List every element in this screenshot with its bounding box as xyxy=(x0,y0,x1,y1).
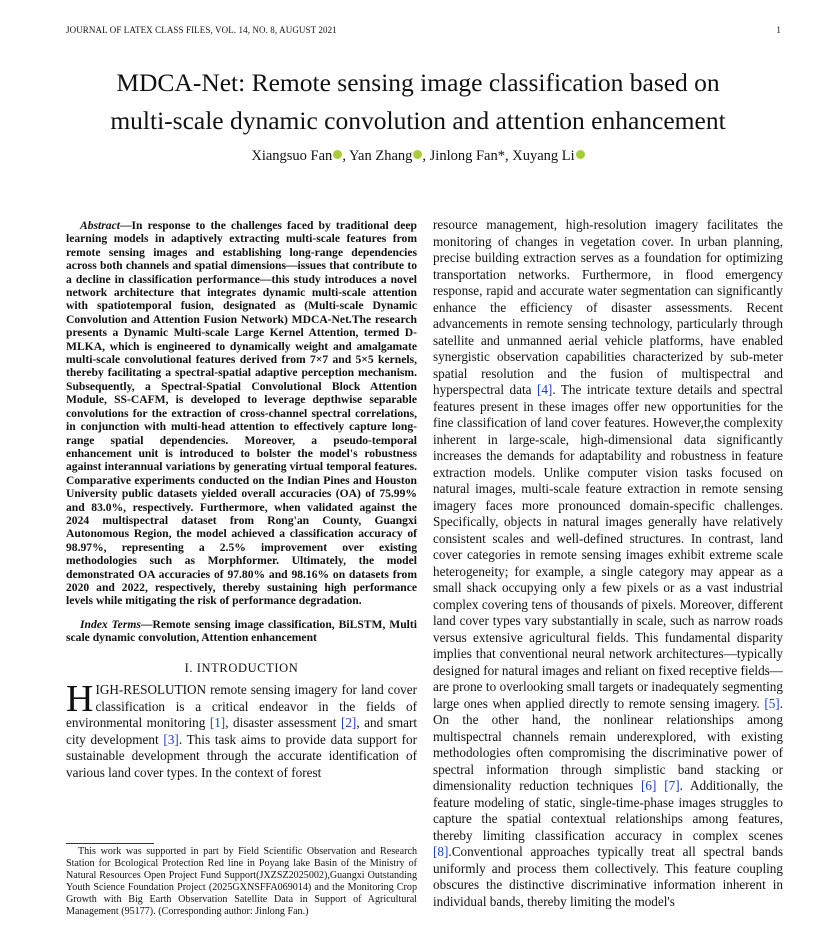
title-line-1: MDCA-Net: Remote sensing image classification based on xyxy=(116,68,720,97)
body-text: . Additionally, the feature modeling of static, single-time-phase images struggles to capture the spatial contextual relationships among features, thereby limiting classification accuracy in complex scenes xyxy=(433,778,783,843)
citation-link[interactable]: [1] xyxy=(209,715,226,731)
orcid-icon[interactable] xyxy=(413,150,422,159)
author-name: Xuyang Li xyxy=(512,148,575,164)
intro-text: remote sensing imagery for land cover classification is a critical endeavor in the fields of environmental monitoring xyxy=(66,682,417,731)
citation-link[interactable]: [4] xyxy=(536,382,553,397)
citation-link[interactable]: [7] xyxy=(664,778,680,793)
author-name: Yan Zhang xyxy=(349,148,413,164)
citation-link[interactable]: [8] xyxy=(433,844,449,859)
drop-cap: H xyxy=(66,678,94,721)
funding-footnote: This work was supported in part by Field Scientific Observation and Research Station for Bcological Protection Red line in Poyang lake Basin of the Ministry of Natural Resources Open Project Fund Support(JXZSZ2025002),Guangxi Outstanding Youth Science Foundation Project (2025GXNSFFA069014) and the Monitoring Crop Growth with Big Earth Observation Satellite Data in Support of Agricultural Management (95177). (Corresponding author: Jinlong Fan.) xyxy=(66,846,417,917)
index-terms-label: Index Terms xyxy=(80,617,141,631)
journal-info: JOURNAL OF LATEX CLASS FILES, VOL. 14, NO. 8, AUGUST 2021 xyxy=(66,25,337,35)
title-line-2: multi-scale dynamic convolution and attention enhancement xyxy=(110,106,726,135)
abstract-text: —In response to the challenges faced by traditional deep learning models in adaptively extracting multi-scale features from remote sensing images and establishing long-range dependencies across both channels and spatial dimensions—issues that contribute to a decline in classification performance—this study introduces a novel network architecture that integrates dynamic multi-scale attention with spatiotemporal fusion, designated as (Multi-scale Dynamic Convolution and Attention Fusion Network) MDCA-Net.The research presents a Dynamic Multi-scale Large Kernel Attention, termed D-MLKA, which is engineered to dynamically weight and amalgamate multi-scale convolutional features derived from 7×7 and 5×5 kernels, thereby facilitating a spectral-spatial adaptive perception mechanism. Subsequently, a Spectral-Spatial Convolutional Block Attention Module, SS-CAFM, is developed to leverage depthwise separable convolutions for the extraction of cross-channel spectral correlations, in conjunction with multi-head attention to effectively capture long-range spatial dependencies. Moreover, a pseudo-temporal enhancement unit is introduced to bolster the model's robustness against interannual variations by generating virtual temporal features. Comparative experiments conducted on the Indian Pines and Houston University public datasets yielded overall accuracies (OA) of 75.99% and 83.0%, respectively. Furthermore, when validated against the 2024 multispectral dataset from Rong'an County, Guangxi Autonomous Region, the model achieved a classification accuracy of 98.97%, representing a 2.5% improvement over existing methodologies such as Morphformer. Ultimately, the model demonstrated OA accuracies of 97.80% and 98.16% on datasets from 2020 and 2022, respectively, thereby sustaining high performance levels while mitigating the risk of performance degradation. xyxy=(66,219,417,608)
body-text: . On the other hand, the nonlinear relationships among multispectral channels remain underexplored, with existing methodologies often compromising the discriminative power of spectral information through simplistic band stacking or dimensionality reduction techniques xyxy=(433,695,783,793)
intro-paragraph xyxy=(66,678,417,781)
abstract xyxy=(66,219,417,608)
citation-link[interactable]: [5] xyxy=(764,695,780,711)
section-heading: I. INTRODUCTION xyxy=(184,660,299,675)
author-name: Xiangsuo Fan xyxy=(251,148,333,164)
right-column xyxy=(433,217,783,910)
index-terms-text: —Remote sensing image classification, BiLSTM, Multi scale dynamic convolution, Attention enhancement xyxy=(66,617,417,645)
author-name: Jinlong Fan* xyxy=(429,148,505,164)
orcid-icon[interactable] xyxy=(333,150,342,159)
footnote-rule xyxy=(66,843,154,844)
body-text: resource management, high-resolution imagery facilitates the monitoring of changes in vegetation cover. In urban planning, precise building extraction serves as a foundation for optimizing transportation networks. Furthermore, in flood emergency response, rapid and accurate water segmentation can significantly enhance the efficiency of disaster assessments. Recent advancements in remote sensing technology, particularly through satellite and unmanned aerial vehicle platforms, have enabled synergistic observation capabilities characterized by sub-meter spatial resolution and the fusion of multispectral and hyperspectral data xyxy=(433,217,783,397)
citation-link[interactable]: [3] xyxy=(163,731,179,747)
citation-link[interactable]: [2] xyxy=(340,715,357,731)
left-column xyxy=(66,219,417,781)
abstract-label: Abstract xyxy=(80,219,120,232)
intro-text: . This task aims to provide data support for sustainable development through the accurate identification of various land cover types. In the context of forest xyxy=(66,731,417,780)
index-terms xyxy=(66,618,417,645)
body-text: .Conventional approaches typically treat all spectral bands uniformly and process them collectively. This feature coupling obscures the distinctive discriminative information inherent in individual bands, thereby limiting the model's xyxy=(433,844,783,909)
body-paragraph xyxy=(433,217,783,910)
orcid-icon[interactable] xyxy=(576,150,585,159)
body-text: . The intricate texture details and spectral features present in these images offer new opportunities for the fine classification of land cover features. However,the complexity inherent in large-scale, high-dimensional data significantly increases the demands for adaptability and robustness in feature extraction models. Unlike computer vision tasks focused on natural images, multi-scale feature extraction in remote sensing imagery faces more pronounced domain-specific challenges. Specifically, objects in natural images generally have relatively consistent scales and well-defined structures. In contrast, land cover categories in remote sensing images exhibit extreme scale heterogeneity; for example, a single category may appear as a small shack occupying only a few pixels or as a vast industrial complex covering tens of thousands of pixels. Moreover, different land cover types vary substantially in scale, such as narrow roads versus extensive agricultural fields. This fundamental disparity implies that conventional neural network architectures—typically designed for natural images and reliant on fixed receptive fields—are prone to overlooking small targets or inadequately segmenting large ones when applied directly to remote sensing imagery. xyxy=(433,382,783,711)
citation-link[interactable]: [6] xyxy=(641,778,657,793)
intro-text: , and smart city development xyxy=(66,715,417,747)
author-list: Xiangsuo Fan , Yan Zhang , Jinlong Fan*, Xuyang Li xyxy=(40,148,796,165)
intro-first-words: IGH-RESOLUTION xyxy=(95,682,207,698)
intro-text: , disaster assessment xyxy=(225,715,341,731)
paper-title xyxy=(40,64,796,140)
running-head xyxy=(66,25,781,35)
page-number: 1 xyxy=(776,25,781,35)
